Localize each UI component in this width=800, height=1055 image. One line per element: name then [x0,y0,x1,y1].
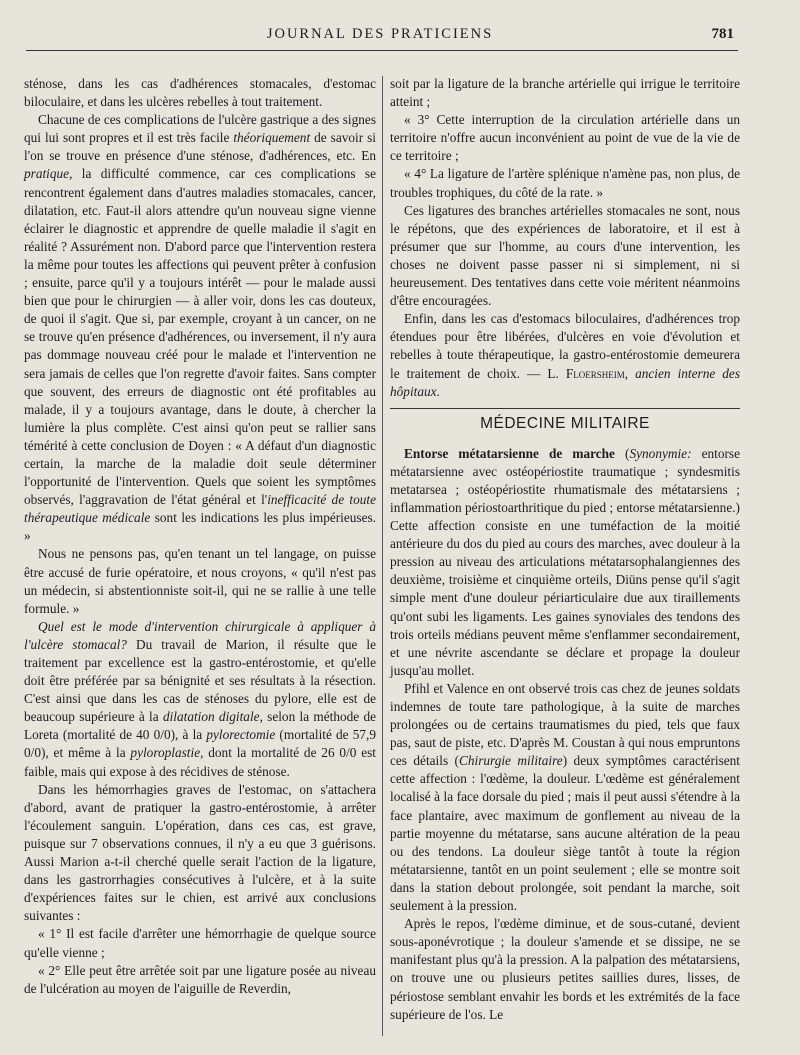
paragraph: Ces ligatures des branches artérielles stomacales ne sont, nous le répétons, que des expériences de laboratoire, et il est à présumer que sur l'homme, au cours d'une intervention, les choses ne doivent passe passer ni si simplement, ni si heureusement. Des tentatives dans cette voie méritent néanmoins d'être encouragées. [390,202,740,309]
paragraph: « 3° Cette interruption de la circulation artérielle dans un territoire n'offre aucun inconvénient au point de vue de la vie de ce territoire ; [390,112,740,164]
column-rule [382,76,383,1036]
left-column [24,75,376,998]
running-title: JOURNAL DES PRATICIENS [266,26,494,42]
paragraph: Après le repos, l'œdème diminue, et de sous-cutané, devient sous-aponévrotique ; la douleur s'amende et se dissipe, ne se manifestant plus qu'à la pression. A la palpation des métatarsiens, on trouve une ou plusieurs petites saillies dures, lisses, de périostose semblant envahir les bords et les extrémités de la face supérieure de l'os. Le [390,916,740,1022]
paragraph: Quel est le mode d'intervention chirurgicale à appliquer à l'ulcère stomacal? Du travail de Marion, il résulte que le traitement par excellence est la gastro-entérostomie, et qu'elle doit être préférée par sa bénignité et ses résultats à la résection. C'est ainsi que dans les cas de sténoses du pylore, elle est de beaucoup supérieure à la dilatation digitale, selon la méthode de Loreta (mortalité de 40 0/0), à la pylorectomie (mortalité de 57,9 0/0), et même à la pyloroplastie, dont la mortalité de 26 0/0 est faible, mais qui expose à des récidives de sténose. [24,618,376,779]
paragraph: sténose, dans les cas d'adhérences stomacales, d'estomac biloculaire, et dans les ulcères rebelles à tout traitement. [24,76,376,110]
paragraph: Chacune de ces complications de l'ulcère gastrique a des signes qui lui sont propres et il est très facile théoriquement de savoir si l'on se trouve en présence d'une sténose, d'adhérences, etc. En pratique, la difficulté commence, car ces complications se rencontrent également dans d'autres maladies stomacales, cancer, dilatation, etc. Faut-il alors attendre qu'un nouveau signe vienne éclairer le diagnostic et apprendre de quelle maladie il s'agit en réalité ? Assurément non. D'abord parce que l'intervention restera la même pour toutes les affections qui peuvent prêter à confusion ; ensuite, parce qu'il y a toujours intérêt — pour le malade aussi bien que pour le chirurgien — à aller voir, dons les cas douteux, de quoi il s'agit. Que si, par exemple, croyant à un cancer, on ne se trouve qu'en présence d'adhérences, ou inversement, il n'y aura pas dommage nouveau créé pour le malade et l'intervention ne sera jamais de celles que l'on regrette d'avoir faites. Sans compter que souvent, des erreurs de diagnostic ont été profitables au malade, il y a toujours avantage, dans le doute, à chercher la lumière la plus complète. C'est ainsi qu'on peut se rallier sans témérité à cette conclusion de Doyen : « A défaut d'un diagnostic certain, la marche de la maladie doit seule déterminer l'opportunité de l'intervention. Quels que soient les symptômes observés, l'aggravation de l'état général et l'inefficacité de toute thérapeutique médicale sont les indications les plus impérieuses. » [24,112,377,544]
paragraph: Pfihl et Valence en ont observé trois cas chez de jeunes soldats indemnes de toute tare pathologique, à la suite de marches prolongées ou de certains traumatismes du pied, tels que faux pas, saut de piste, etc. D'après M. Coustan à qui nous empruntons ces détails (Chirurgie militaire) deux symptômes caractérisent cette affection : l'œdème, la douleur. L'œdème est généralement localisé à la face dorsale du pied ; mais il peut aussi s'étendre à la face plantaire, avec maximum de gonflement au niveau de la partie moyenne du métatarse, sans aucune altération de la peau ou des tendons. La douleur siège tantôt à toute la région métatarsienne, tantôt en un point seulement ; elle se montre soit dans la station debout prolongée, soit pendant la marche, soit seulement à la pression. [390,680,741,914]
paragraph: « 4° La ligature de l'artère splénique n'amène pas, non plus, de troubles trophiques, du côté de la rate. » [390,166,740,200]
header-rule [26,50,738,51]
paragraph: soit par la ligature de la branche artérielle qui irrigue le territoire atteint ; [390,76,740,110]
author-name: Floersheim [565,365,625,381]
section-title: MÉDECINE MILITAIRE [480,414,650,432]
paragraph: Enfin, dans les cas d'estomacs biloculaires, d'adhérences trop étendues pour être libérées, d'ulcères en voie d'évolution et rebelles à toute thérapeutique, la gastro-entérostomie demeurera le traitement de choix. — L. Floersheim, ancien interne des hôpitaux. [390,311,740,399]
paragraph: Nous ne pensons pas, qu'en tenant un tel langage, on puisse être accusé de furie opératoire, et nous croyons, « qu'il n'est pas un médecin, si abstentionniste soit-il, qui ne se rallie à une telle formule. » [24,546,376,616]
right-column [390,75,740,1024]
page-number: 781 [711,26,734,42]
paragraph: Entorse métatarsienne de marche (Synonymie: entorse métatarsienne avec ostéopériostite traumatique ; syndesmitis metatarsea ; ostéopériostite rhumatismale des métatarsiens ; inflammation périostoarthritique du pied ; entorse métatarsienne.) Cette affection consiste en une tuméfaction de la moitié antérieure du dos du pied au cours des marches, avec douleur à la pression au niveau des articulations métatarsophalangiennes des deuxième, troisième et cinquième orteils, Diüns pense qu'il s'agit simple ment d'une douleur périarticulaire due aux tiraillements qu'ont subi les ligaments. Les gaines synoviales des tendons des trois orteils médians peuvent même s'enflammer secondairement, et une névrite ascendante se déclare et propage la douleur jusqu'au mollet. [390,445,740,678]
paragraph: « 2° Elle peut être arrêtée soit par une ligature posée au niveau de l'ulcération au moyen de l'aiguille de Reverdin, [24,962,376,996]
section-rule [390,408,740,409]
paragraph: Dans les hémorrhagies graves de l'estomac, on s'attachera d'abord, avant de pratiquer la gastro-entérostomie, à arrêter l'écoulement sanguin. L'opération, dans ces cas, est grave, puisque sur 7 observations connues, il n'y a eu que 3 guérisons. Aussi Marion a-t-il cherché quelle serait l'action de la ligature, dans les gastrorrhagies consécutives à l'ulcère, et à la suite d'expériences faites sur le chien, est arrivé aux conclusions suivantes : [24,781,376,924]
article-title: Entorse métatarsienne de marche [404,445,615,461]
paragraph: « 1° Il est facile d'arrêter une hémorrhagie de quelque source qu'elle vienne ; [24,926,376,960]
